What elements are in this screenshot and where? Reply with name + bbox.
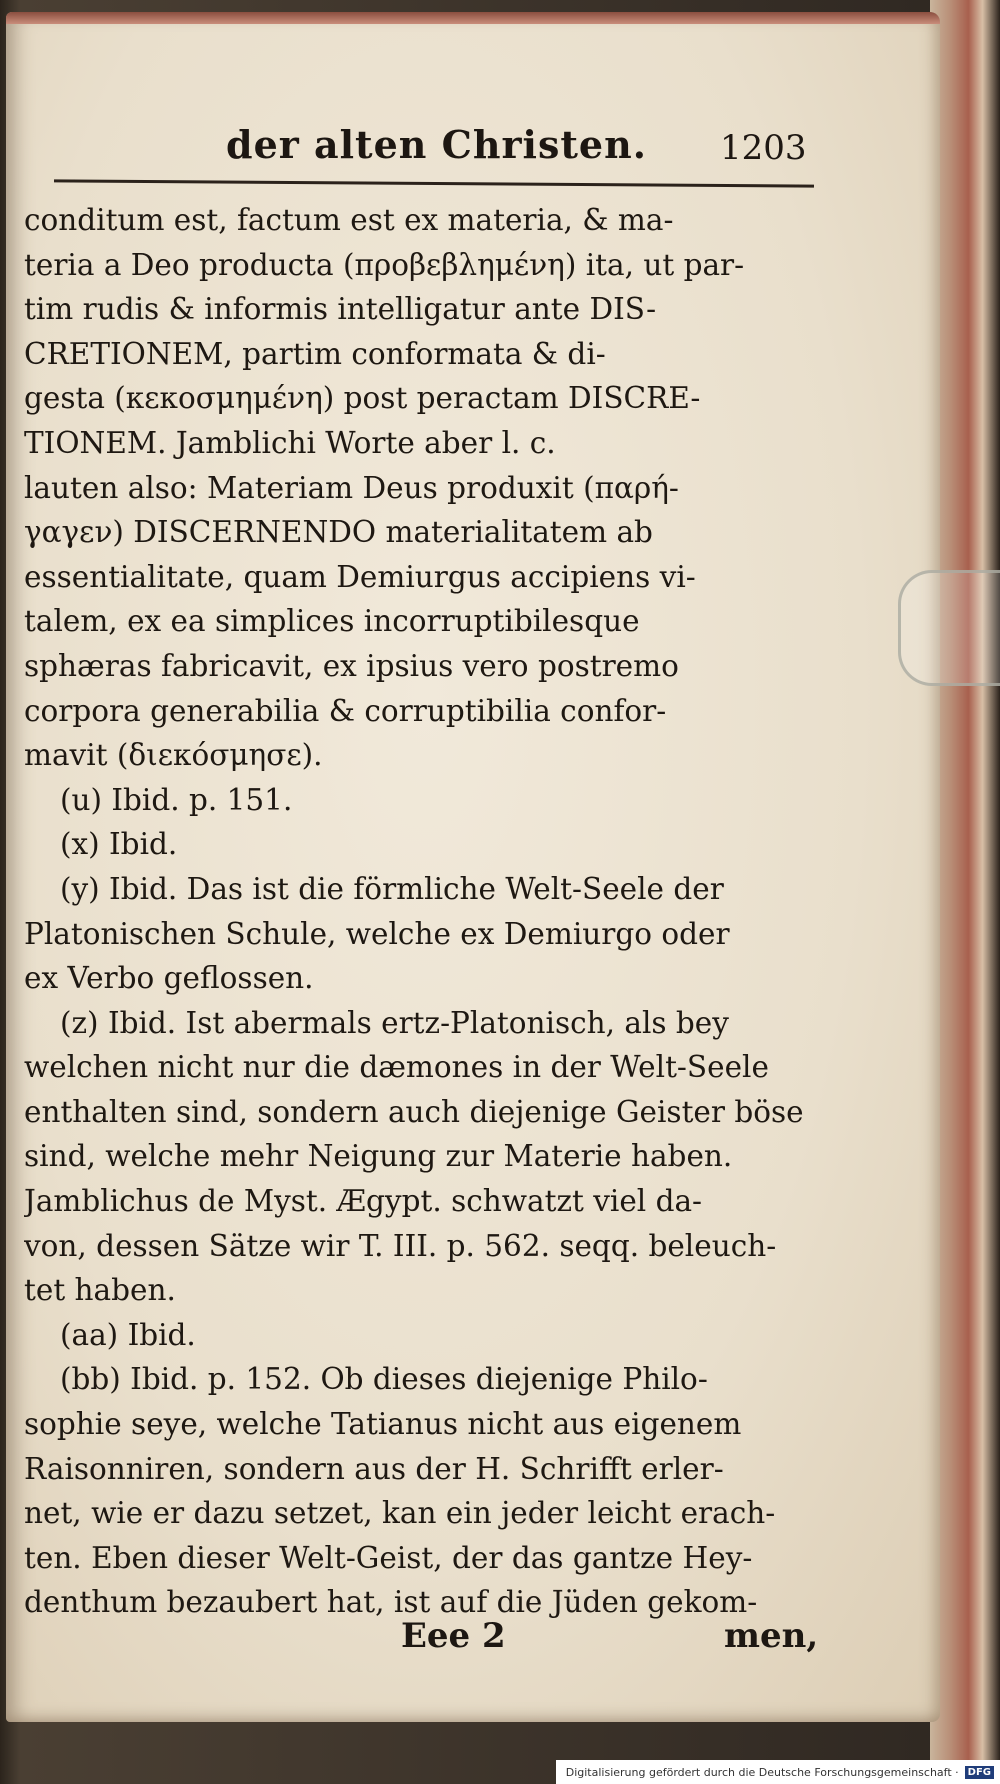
page-edge — [930, 0, 1000, 1784]
text-line: welchen nicht nur die dæmones in der Welt-Seele — [24, 1050, 769, 1085]
footnote-line: (z) Ibid. Ist abermals ertz-Platonisch, als bey — [60, 1005, 729, 1040]
page-number: 1203 — [720, 128, 807, 168]
text-line: lauten also: Materiam Deus produxit (παρή- — [24, 470, 679, 505]
text-line: teria a Deo producta (προβεβλημένη) ita, ut par- — [24, 247, 745, 282]
catchword: men, — [724, 1616, 819, 1656]
footnote-line: (x) Ibid. — [60, 827, 178, 862]
text-line: Jamblichus de Myst. Ægypt. schwatzt viel da- — [24, 1184, 703, 1219]
text-line: TIONEM. Jamblichi Worte aber l. c. — [24, 425, 556, 460]
text-line: essentialitate, quam Demiurgus accipiens vi- — [24, 559, 696, 594]
text-line: ten. Eben dieser Welt-Geist, der das gantze Hey- — [24, 1540, 753, 1575]
credit-bar — [556, 1760, 1000, 1784]
text-line: sophie seye, welche Tatianus nicht aus eigenem — [24, 1407, 742, 1442]
dfg-logo-icon: DFG — [965, 1766, 994, 1779]
text-line: von, dessen Sätze wir T. III. p. 562. seqq. beleuch- — [24, 1228, 777, 1263]
text-line: gesta (κεκοσμημένη) post peractam DISCRE- — [24, 381, 701, 416]
footnote-line: (aa) Ibid. — [60, 1317, 196, 1352]
text-line: conditum est, factum est ex materia, & ma- — [24, 203, 674, 237]
page-top-edge — [6, 12, 940, 24]
text-line: CRETIONEM, partim conformata & di- — [24, 336, 606, 371]
text-line: enthalten sind, sondern auch diejenige Geister böse — [24, 1094, 804, 1129]
text-line: sphæras fabricavit, ex ipsius vero postremo — [24, 648, 679, 683]
credit-text: Digitalisierung gefördert durch die Deutsche Forschungsgemeinschaft · — [565, 1765, 959, 1779]
footnote-line: (y) Ibid. Das ist die förmliche Welt-Seele der — [60, 871, 724, 906]
text-line: tet haben. — [24, 1273, 176, 1308]
text-line: denthum bezaubert hat, ist auf die Jüden gekom- — [24, 1585, 758, 1620]
page-header — [6, 122, 940, 182]
text-line: net, wie er dazu setzet, kan ein jeder leicht erach- — [24, 1496, 776, 1531]
text-line: Platonischen Schule, welche ex Demiurgo oder — [24, 916, 730, 951]
text-line: γαγεν) DISCERNENDO materialitatem ab — [24, 515, 653, 550]
page-clip — [898, 570, 1000, 686]
footnote-line: (u) Ibid. p. 151. — [60, 782, 293, 817]
signature-mark: Eee 2 — [401, 1616, 506, 1656]
footnote-line: (bb) Ibid. p. 152. Ob dieses diejenige Philo- — [60, 1362, 708, 1397]
running-title: der alten Christen. — [226, 122, 647, 167]
text-line: talem, ex ea simplices incorruptibilesque — [24, 604, 640, 639]
book-page — [6, 12, 940, 1722]
text-line: tim rudis & informis intelligatur ante DIS- — [24, 292, 657, 327]
body-text — [24, 198, 816, 1625]
text-line: Raisonniren, sondern aus der H. Schrifft erler- — [24, 1451, 724, 1486]
text-line: ex Verbo geflossen. — [24, 961, 314, 996]
text-line: sind, welche mehr Neigung zur Materie haben. — [24, 1139, 733, 1174]
text-line: mavit (διεκόσμησε). — [24, 738, 323, 773]
text-line: corpora generabilia & corruptibilia confor- — [24, 693, 667, 728]
